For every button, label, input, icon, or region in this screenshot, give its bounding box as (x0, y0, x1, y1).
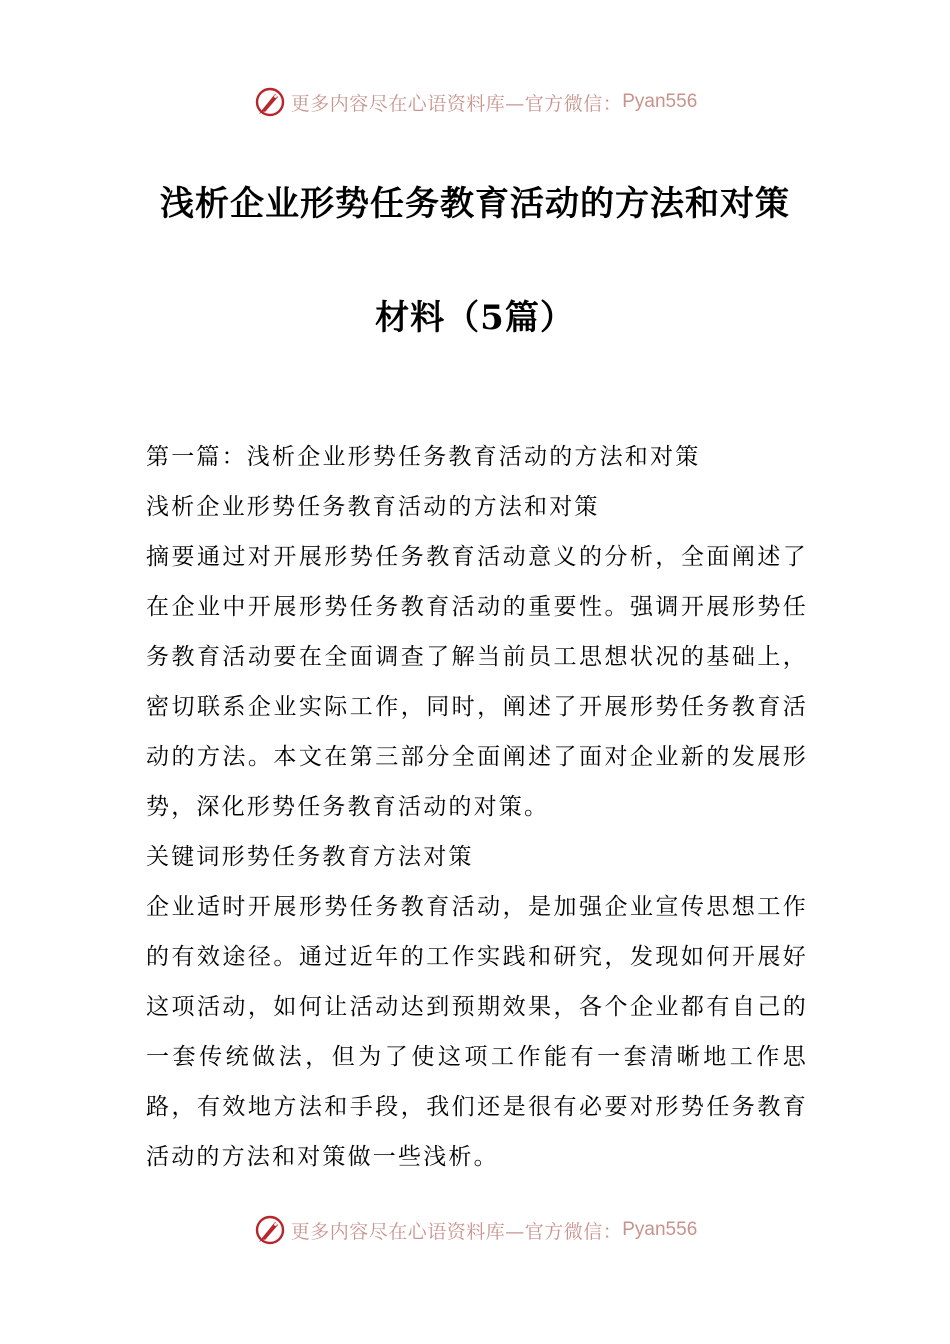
banner-text: 更多内容尽在心语资料库—官方微信： (290, 1220, 623, 1243)
banner-text: 更多内容尽在心语资料库—官方微信： (290, 92, 623, 115)
wechat-id: Pyan556 (622, 91, 698, 112)
wechat-id: Pyan556 (622, 1219, 698, 1240)
header-banner (0, 80, 950, 124)
section-heading: 第一篇：浅析企业形势任务教育活动的方法和对策 (146, 444, 701, 470)
document-body (146, 432, 808, 1182)
document-title-line-1: 浅析企业形势任务教育活动的方法和对策 (160, 184, 790, 224)
footer-banner (0, 1208, 950, 1252)
article-subtitle: 浅析企业形势任务教育活动的方法和对策 (146, 494, 600, 520)
document-title-line-2: 材料（5篇） (375, 298, 575, 338)
abstract-paragraph: 摘要通过对开展形势任务教育活动意义的分析，全面阐述了在企业中开展形势任务教育活动的重要性。强调开展形势任务教育活动要在全面调查了解当前员工思想状况的基础上，密切联系企业实际工作，同时，阐述了开展形势任务教育活动的方法。本文在第三部分全面阐述了面对企业新的发展形势，深化形势任务教育活动的对策。 (146, 544, 808, 820)
pen-nib-logo-icon (253, 85, 287, 119)
pen-nib-logo-icon (253, 1213, 287, 1247)
body-paragraph: 企业适时开展形势任务教育活动，是加强企业宣传思想工作的有效途径。通过近年的工作实践和研究，发现如何开展好这项活动，如何让活动达到预期效果，各个企业都有自己的一套传统做法，但为了使这项工作能有一套清晰地工作思路，有效地方法和手段，我们还是很有必要对形势任务教育活动的方法和对策做一些浅析。 (146, 894, 808, 1170)
keywords-line: 关键词形势任务教育方法对策 (146, 844, 474, 870)
